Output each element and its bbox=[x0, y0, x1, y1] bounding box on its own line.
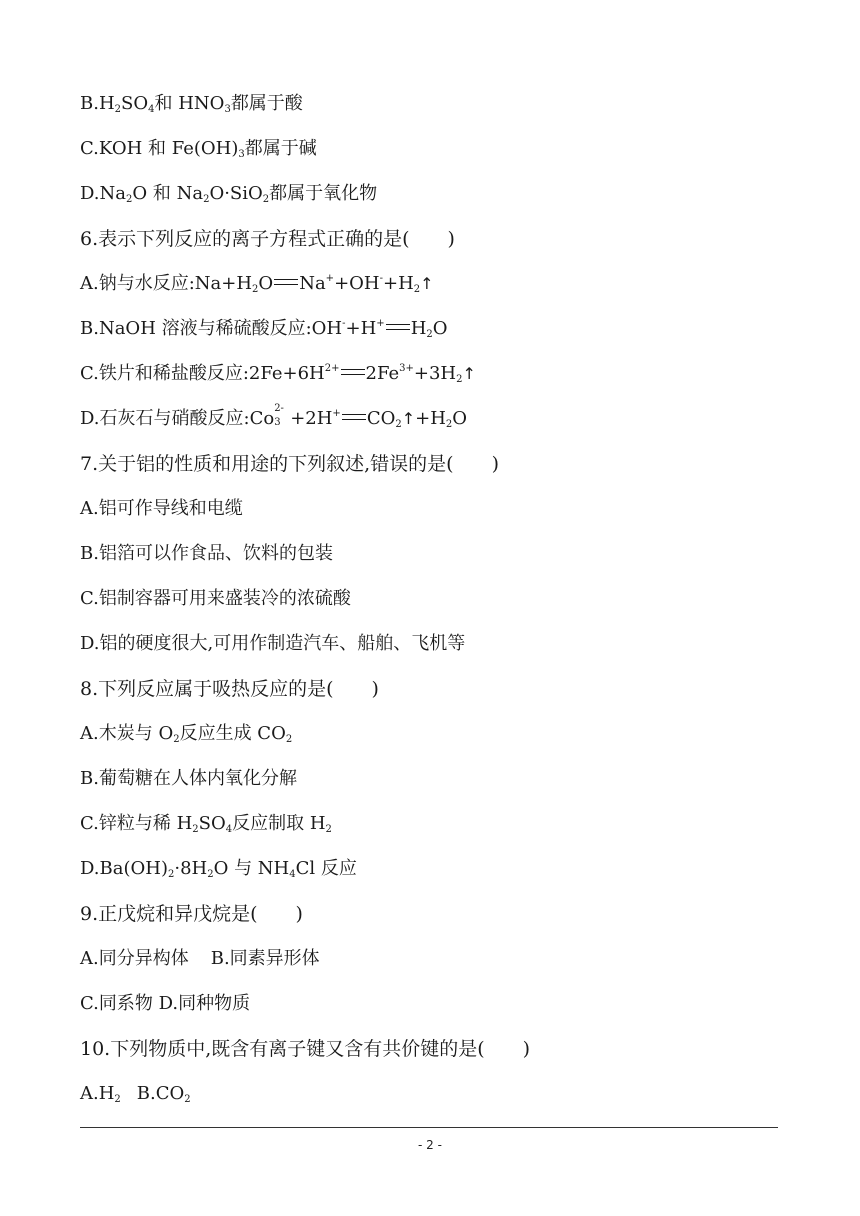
up-arrow-icon: ↑ bbox=[462, 364, 476, 383]
option-a-q7: A.铝可作导线和电缆 bbox=[80, 498, 243, 519]
options-ab-q9: A.同分异构体 B.同素异形体 bbox=[80, 948, 320, 969]
page-number: - 2 - bbox=[418, 1138, 442, 1152]
up-arrow-icon: ↑ bbox=[420, 274, 434, 293]
option-c-q8: C.锌粒与稀 $H_2SO_4$反应制取 $H_2$ bbox=[80, 813, 332, 835]
equals-sign-icon bbox=[341, 369, 365, 375]
option-d-q6: D.石灰石与硝酸反应:Co 2- 3 +2H+ $CO_2↑+H_2O$ bbox=[80, 403, 468, 430]
question-7: 7.关于铝的性质和用途的下列叙述,错误的是( ) bbox=[80, 453, 499, 475]
superscript-subscript: 2- 3 bbox=[274, 403, 284, 428]
equals-sign-icon bbox=[386, 324, 410, 330]
option-b-q7: B.铝箔可以作食品、饮料的包装 bbox=[80, 543, 333, 564]
options-ab-q10: $A.H_2$ $B.CO_2$ bbox=[80, 1083, 191, 1105]
option-b-q8: B.葡萄糖在人体内氧化分解 bbox=[80, 768, 297, 789]
question-9: 9.正戊烷和异戊烷是( ) bbox=[80, 903, 303, 925]
option-c-q7: C.铝制容器可用来盛装冷的浓硫酸 bbox=[80, 588, 351, 609]
equals-sign-icon bbox=[342, 414, 366, 420]
footer-divider bbox=[80, 1127, 778, 1128]
option-a-q8: A.木炭与 $O_2$反应生成 $CO_2$ bbox=[80, 723, 293, 745]
option-d-q7: D.铝的硬度很大,可用作制造汽车、船舶、飞机等 bbox=[80, 633, 466, 654]
up-arrow-icon: ↑ bbox=[401, 409, 416, 428]
option-d-q8: $D.Ba(OH)_2\cdot 8H_2O$ 与 $NH_4Cl$ 反应 bbox=[80, 858, 357, 880]
question-10: 10.下列物质中,既含有离子键又含有共价键的是( ) bbox=[80, 1038, 531, 1060]
option-b-q5: $B.H_2SO_4$和 $HNO_3$都属于酸 bbox=[80, 93, 303, 115]
question-8: 8.下列反应属于吸热反应的是( ) bbox=[80, 678, 379, 700]
option-a-q6: A.钠与水反应$:Na+H_2O$ $Na^++OH^-+H_2↑$ bbox=[80, 273, 434, 295]
question-6: 6.表示下列反应的离子方程式正确的是( ) bbox=[80, 228, 455, 250]
options-cd-q9: C.同系物 D.同种物质 bbox=[80, 993, 251, 1014]
option-c-q5: C.KOH 和 $Fe(OH)_3$都属于碱 bbox=[80, 138, 317, 160]
option-b-q6: B.NaOH 溶液与稀硫酸反应:OH-+H+ $H_2O$ bbox=[80, 318, 448, 340]
option-c-q6: C.铁片和稀盐酸反应$:2Fe+6H^{2+}$ $2Fe^{3+}+3H_2↑$ bbox=[80, 363, 476, 385]
equals-sign-icon bbox=[274, 279, 298, 285]
option-d-q5: $D.Na_2O$ 和 $Na_2O\cdot SiO_2$都属于氧化物 bbox=[80, 183, 378, 205]
